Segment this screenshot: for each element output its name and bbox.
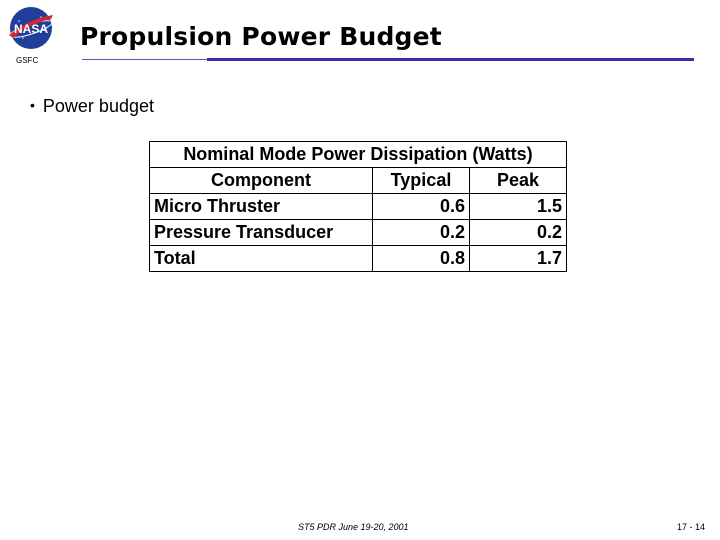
bullet-item — [30, 96, 154, 117]
table-caption: Nominal Mode Power Dissipation (Watts) — [150, 142, 567, 168]
table-header-row — [150, 168, 567, 194]
cell-peak: 1.7 — [470, 246, 567, 272]
cell-component: Pressure Transducer — [150, 220, 373, 246]
cell-typical: 0.2 — [373, 220, 470, 246]
page-title: Propulsion Power Budget — [80, 22, 442, 51]
cell-peak: 0.2 — [470, 220, 567, 246]
bullet-icon: • — [30, 97, 35, 113]
table-row-total — [150, 246, 567, 272]
cell-component: Total — [150, 246, 373, 272]
table-row — [150, 194, 567, 220]
table-row — [150, 220, 567, 246]
title-rule-left — [82, 59, 210, 60]
table-caption-row — [150, 142, 567, 168]
nasa-logo-text: NASA — [13, 22, 49, 36]
nasa-logo — [5, 5, 57, 51]
column-header-typical: Typical — [373, 168, 470, 194]
page-number: 17 - 14 — [677, 522, 706, 532]
cell-peak: 1.5 — [470, 194, 567, 220]
cell-typical: 0.6 — [373, 194, 470, 220]
column-header-peak: Peak — [470, 168, 567, 194]
cell-component: Micro Thruster — [150, 194, 373, 220]
org-label: GSFC — [16, 56, 39, 65]
footer-event: ST5 PDR June 19-20, 2001 — [298, 522, 409, 532]
title-rule — [207, 58, 694, 61]
column-header-component: Component — [150, 168, 373, 194]
bullet-text: Power budget — [42, 96, 154, 116]
cell-typical: 0.8 — [373, 246, 470, 272]
power-budget-table — [149, 141, 567, 272]
